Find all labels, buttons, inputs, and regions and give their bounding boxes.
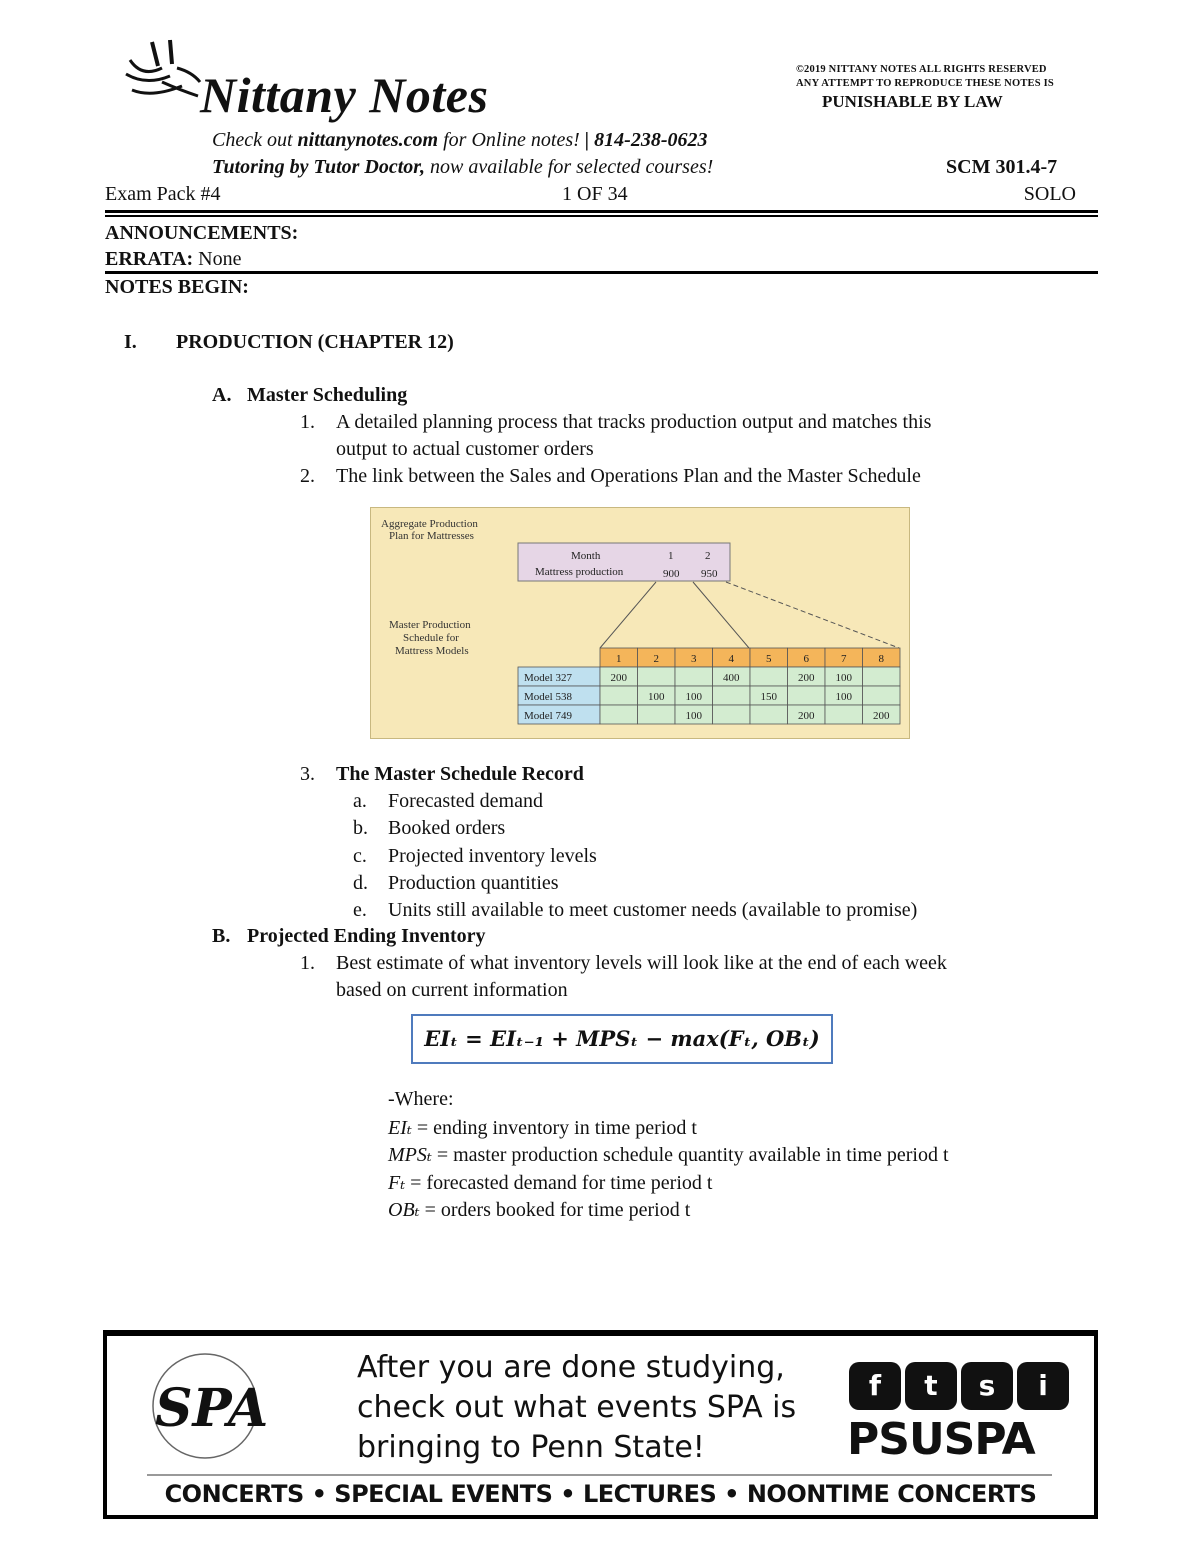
checkout-post: for Online notes!: [438, 129, 580, 151]
mps-cell-value: 100: [685, 710, 702, 722]
mps-cell-value: 100: [835, 672, 852, 684]
tutor-line: [212, 156, 713, 179]
mps-cell: [863, 686, 901, 705]
agg-label-1: Aggregate Production: [381, 518, 478, 530]
checkout-line: [212, 129, 708, 152]
b-item1-line2: based on current information: [336, 979, 568, 1001]
link-line-2: [693, 582, 749, 648]
month-1: 1: [668, 550, 674, 562]
week-header-label: 5: [766, 653, 772, 665]
tutor-bold: Tutoring by Tutor Doctor,: [212, 156, 425, 178]
subsection-a-title: Master Scheduling: [247, 384, 408, 406]
mps-cell-value: 100: [648, 691, 665, 703]
a-item3-title: The Master Schedule Record: [336, 763, 584, 785]
mps-cell-value: 200: [798, 710, 815, 722]
month-label: Month: [571, 550, 601, 562]
mps-label-1: Master Production: [389, 619, 471, 631]
banner-top-border: [103, 1330, 1098, 1336]
b-item1-line1: Best estimate of what inventory levels will look like at the end of each week: [336, 952, 947, 974]
copyright-line-1: ©2019 NITTANY NOTES ALL RIGHTS RESERVED: [796, 64, 1047, 75]
record-item-letter: d.: [353, 872, 368, 894]
week-header-label: 6: [803, 653, 809, 665]
definition-line: [388, 1170, 712, 1195]
course-code: SCM 301.4-7: [946, 156, 1058, 178]
page-number: 1 OF 34: [562, 183, 628, 205]
mps-cell: [713, 705, 751, 724]
mps-cell: [675, 667, 713, 686]
mps-cell-value: 200: [873, 710, 890, 722]
tutor-rest: now available for selected courses!: [425, 156, 714, 178]
spa-message: [357, 1348, 796, 1468]
def-symbol: EIₜ: [388, 1117, 412, 1139]
spa-banner-ad[interactable]: [103, 1330, 1098, 1519]
instagram-icon[interactable]: i: [1017, 1362, 1069, 1410]
prod-value-1: 900: [663, 568, 680, 580]
link-line-1: [600, 582, 656, 648]
def-text: = ending inventory in time period t: [411, 1117, 697, 1139]
ending-inventory-formula: EIₜ = EIₜ₋₁ + MPSₜ − max(Fₜ, OBₜ): [411, 1014, 833, 1064]
mps-cell: [638, 667, 676, 686]
spa-logo-icon: [141, 1346, 271, 1466]
facebook-icon[interactable]: f: [849, 1362, 901, 1410]
mps-label-2: Schedule for: [403, 632, 459, 644]
header-divider-2: [105, 215, 1098, 217]
spa-message-line-1: After you are done studying,: [357, 1350, 785, 1385]
mps-cell-value: 400: [723, 672, 740, 684]
errata-value: None: [193, 248, 242, 270]
record-item-text: Projected inventory levels: [388, 845, 597, 867]
a-item3-num: 3.: [300, 763, 315, 785]
week-header-label: 3: [691, 653, 697, 665]
week-header-label: 4: [728, 653, 734, 665]
agg-label-2: Plan for Mattresses: [389, 530, 474, 542]
checkout-pre: Check out: [212, 129, 298, 151]
week-header-label: 1: [616, 653, 622, 665]
exam-pack: Exam Pack #4: [105, 183, 221, 205]
a-item1-line1: A detailed planning process that tracks production output and matches this: [336, 411, 932, 433]
record-item-text: Units still available to meet customer needs (available to promise): [388, 899, 918, 921]
errata-line: [105, 248, 241, 271]
notes-begin-heading: NOTES BEGIN:: [105, 276, 249, 298]
nittany-notes-logo-icon: [122, 38, 204, 110]
master-schedule-figure: [370, 507, 910, 739]
subsection-a-letter: A.: [212, 384, 232, 406]
header-divider: [105, 210, 1098, 213]
b-item1-num: 1.: [300, 952, 315, 974]
errata-label: ERRATA:: [105, 248, 194, 270]
mps-cell: [638, 705, 676, 724]
link-line-3: [726, 582, 899, 648]
spa-message-line-3: bringing to Penn State!: [357, 1430, 705, 1465]
record-item-letter: a.: [353, 790, 367, 812]
mps-cell-value: 200: [610, 672, 627, 684]
mps-cell: [750, 705, 788, 724]
record-item-text: Booked orders: [388, 817, 506, 839]
mps-cell: [825, 705, 863, 724]
mps-cell-value: 200: [798, 672, 815, 684]
checkout-site-link[interactable]: nittanynotes.com: [297, 129, 439, 151]
record-item-letter: b.: [353, 817, 368, 839]
def-symbol: MPSₜ: [388, 1144, 432, 1166]
definition-line: [388, 1115, 697, 1140]
snapchat-icon[interactable]: s: [961, 1362, 1013, 1410]
def-text: = orders booked for time period t: [419, 1199, 691, 1221]
prod-value-2: 950: [701, 568, 718, 580]
mps-cell: [788, 686, 826, 705]
def-symbol: Fₜ: [388, 1172, 406, 1194]
announcements-divider: [105, 271, 1098, 274]
phone-number: | 814-238-0623: [584, 129, 708, 151]
week-header-label: 2: [653, 653, 659, 665]
mps-cell: [863, 667, 901, 686]
twitter-icon[interactable]: t: [905, 1362, 957, 1410]
mps-cell-value: 100: [685, 691, 702, 703]
spa-handle: PSUSPA: [847, 1414, 1035, 1465]
author-label: SOLO: [1023, 183, 1076, 205]
section-numeral: I.: [124, 331, 137, 353]
where-label: -Where:: [388, 1088, 454, 1110]
section-title: PRODUCTION (CHAPTER 12): [176, 331, 454, 353]
def-symbol: OBₜ: [388, 1199, 420, 1221]
mps-cell-value: 150: [760, 691, 777, 703]
model-name: Model 749: [524, 710, 572, 722]
subsection-b-title: Projected Ending Inventory: [247, 925, 486, 947]
mps-label-3: Mattress Models: [395, 645, 469, 657]
spa-logo-text: SPA: [155, 1378, 269, 1439]
spa-events-line: CONCERTS • SPECIAL EVENTS • LECTURES • NOONTIME CONCERTS: [164, 1480, 1037, 1508]
a-item1-line2: output to actual customer orders: [336, 438, 594, 460]
definition-line: [388, 1142, 949, 1167]
def-text: = master production schedule quantity available in time period t: [431, 1144, 949, 1166]
record-item-text: Forecasted demand: [388, 790, 543, 812]
model-name: Model 327: [524, 672, 572, 684]
record-item-letter: c.: [353, 845, 367, 867]
prod-label: Mattress production: [535, 566, 624, 578]
punishable-notice: PUNISHABLE BY LAW: [822, 92, 1003, 111]
record-item-letter: e.: [353, 899, 367, 921]
mps-cell: [600, 705, 638, 724]
mps-grid: [518, 648, 900, 724]
a-item1-num: 1.: [300, 411, 315, 433]
a-item2: The link between the Sales and Operations Plan and the Master Schedule: [336, 465, 921, 487]
copyright-line-2: ANY ATTEMPT TO REPRODUCE THESE NOTES IS: [796, 78, 1054, 89]
definition-line: [388, 1197, 690, 1222]
a-item2-num: 2.: [300, 465, 315, 487]
announcements-heading: ANNOUNCEMENTS:: [105, 222, 299, 244]
banner-divider: [147, 1474, 1052, 1476]
mps-cell: [600, 686, 638, 705]
model-name: Model 538: [524, 691, 572, 703]
brand-title: Nittany Notes: [200, 67, 489, 123]
month-2: 2: [705, 550, 711, 562]
week-header-label: 7: [841, 653, 847, 665]
subsection-b-letter: B.: [212, 925, 231, 947]
mps-cell-value: 100: [835, 691, 852, 703]
mps-cell: [750, 667, 788, 686]
spa-message-line-2: check out what events SPA is: [357, 1390, 797, 1425]
mps-cell: [713, 686, 751, 705]
record-item-text: Production quantities: [388, 872, 559, 894]
week-header-label: 8: [878, 653, 884, 665]
def-text: = forecasted demand for time period t: [405, 1172, 713, 1194]
